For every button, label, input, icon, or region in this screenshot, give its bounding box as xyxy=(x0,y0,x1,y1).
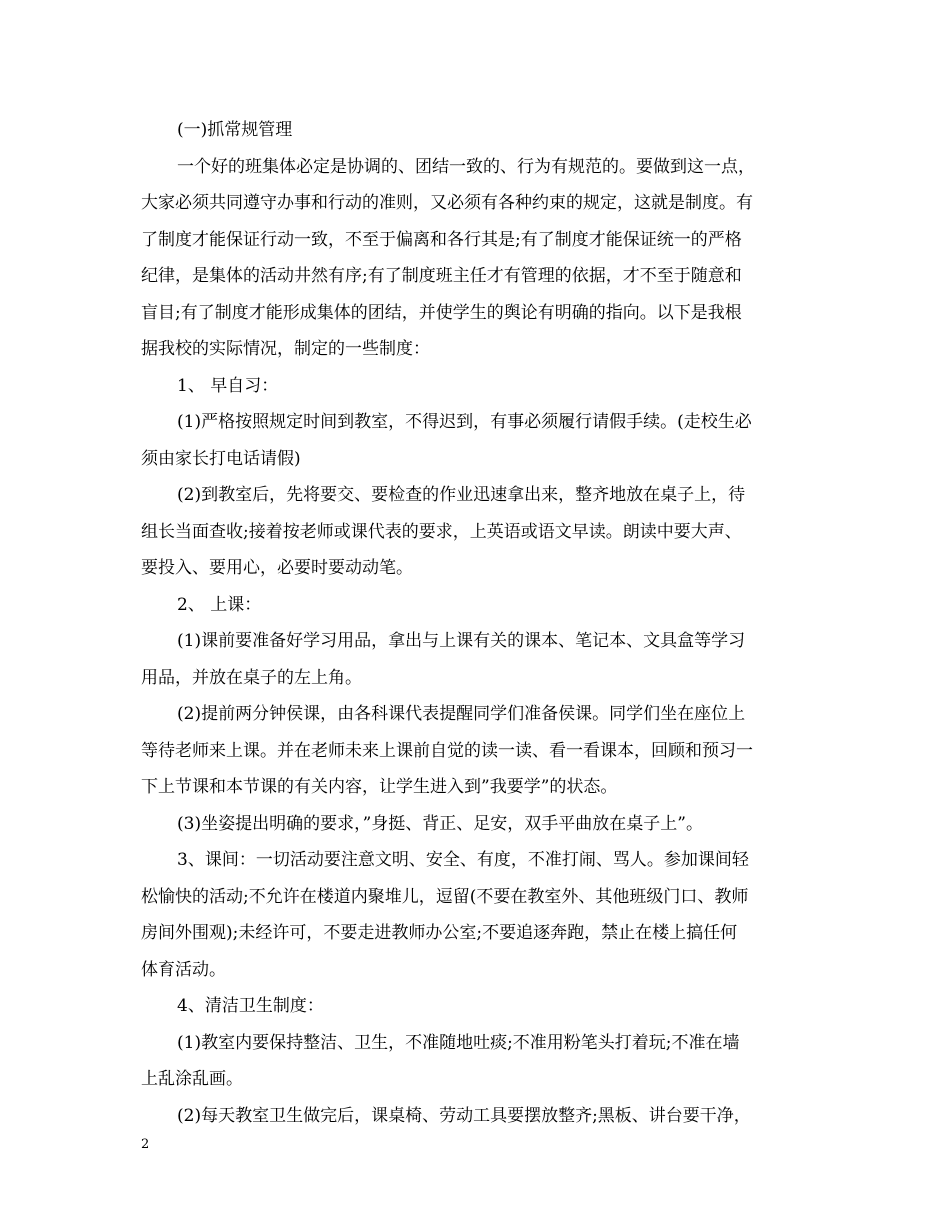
paragraph-line: 下上节课和本节课的有关内容，让学生进入到”我要学”的状态。 xyxy=(141,777,618,797)
section-heading: (一)抓常规管理 xyxy=(177,120,293,140)
paragraph-line: (1)严格按照规定时间到教室，不得迟到，有事必须履行请假手续。(走校生必 xyxy=(177,412,752,432)
paragraph-line: 等待老师来上课。并在老师未来上课前自觉的读一读、看一看课本，回顾和预习一 xyxy=(141,740,753,761)
paragraph-line: (2)提前两分钟侯课，由各科课代表提醒同学们准备侯课。同学们坐在座位上 xyxy=(177,704,746,724)
paragraph-line: 要投入、要用心，必要时要动动笔。 xyxy=(141,558,413,578)
paragraph-line: 上乱涂乱画。 xyxy=(141,1069,243,1089)
paragraph-line: 大家必须共同遵守办事和行动的准则，又必须有各种约束的规定，这就是制度。有 xyxy=(141,193,753,213)
paragraph-line: 用品，并放在桌子的左上角。 xyxy=(141,667,362,688)
paragraph-line: (3)坐姿提出明确的要求，”身挺、背正、足安，双手平曲放在桌子上”。 xyxy=(177,813,703,834)
paragraph-line: 组长当面查收;接着按老师或课代表的要求，上英语或语文早读。朗读中要大声、 xyxy=(141,521,742,542)
item-heading: 2、 上课： xyxy=(177,594,262,615)
paragraph-line: (1)课前要准备好学习用品，拿出与上课有关的课本、笔记本、文具盒等学习 xyxy=(177,631,746,651)
paragraph-line: 了制度才能保证行动一致，不至于偏离和各行其是;有了制度才能保证统一的严格 xyxy=(141,229,742,250)
paragraph-line: 3、课间：一切活动要注意文明、安全、有度，不准打闹、骂人。参加课间轻 xyxy=(177,850,749,870)
item-heading: 1、 早自习： xyxy=(177,375,279,396)
paragraph-line: 盲目;有了制度才能形成集体的团结，并使学生的舆论有明确的指向。以下是我根 xyxy=(141,302,742,323)
paragraph-line: 一个好的班集体必定是协调的、团结一致的、行为有规范的。要做到这一点， xyxy=(177,156,755,177)
paragraph-line: 房间外围观);未经许可，不要走进教师办公室;不要追逐奔跑，禁止在楼上搞任何 xyxy=(141,923,738,943)
paragraph-line: 松愉快的活动;不允许在楼道内聚堆儿，逗留(不要在教室外、其他班级门口、教师 xyxy=(141,886,749,907)
paragraph-line: 须由家长打电话请假) xyxy=(141,448,301,469)
document-body xyxy=(141,112,813,1134)
item-heading: 4、清洁卫生制度： xyxy=(177,996,324,1016)
paragraph-line: 据我校的实际情况，制定的一些制度： xyxy=(141,339,430,359)
page-number: 2 xyxy=(141,1137,150,1152)
paragraph-line: (1)教室内要保持整洁、卫生，不准随地吐痰;不准用粉笔头打着玩;不准在墙 xyxy=(177,1032,740,1053)
paragraph-line: (2)每天教室卫生做完后，课桌椅、劳动工具要摆放整齐;黑板、讲台要干净， xyxy=(177,1105,751,1126)
paragraph-line: 纪律，是集体的活动井然有序;有了制度班主任才有管理的依据，才不至于随意和 xyxy=(141,266,742,286)
paragraph-line: 体育活动。 xyxy=(141,959,226,980)
paragraph-line: (2)到教室后，先将要交、要检查的作业迅速拿出来，整齐地放在桌子上，待 xyxy=(177,485,746,505)
